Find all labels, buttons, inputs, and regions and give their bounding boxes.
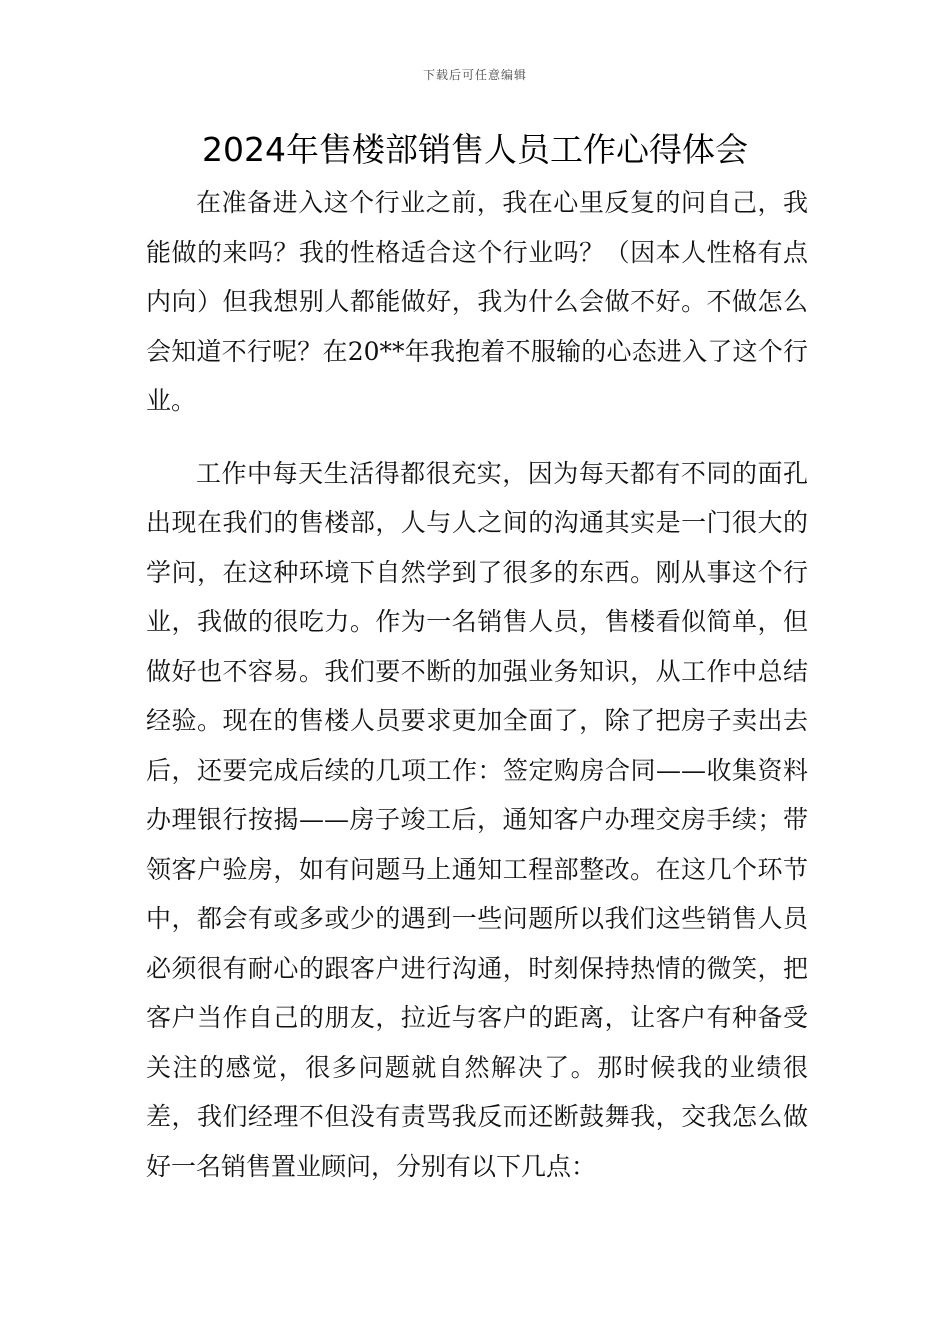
paragraph-1: 在准备进入这个行业之前，我在心里反复的问自己，我能做的来吗？我的性格适合这个行业吗？（因本人性格有点内向）但我想别人都能做好，我为什么会做不好。不做怎么会知道不行呢？在20**年我抱着不服输的心态进入了这个行业。 (146, 188, 808, 415)
document-title: 2024年售楼部销售人员工作心得体会 (202, 130, 748, 169)
paragraph-2: 工作中每天生活得都很充实，因为每天都有不同的面孔出现在我们的售楼部，人与人之间的沟通其实是一门很大的学问，在这种环境下自然学到了很多的东西。刚从事这个行业，我做的很吃力。作为一名销售人员，售楼看似简单，但做好也不容易。我们要不断的加强业务知识，从工作中总结经验。现在的售楼人员要求更加全面了，除了把房子卖出去后，还要完成后续的几项工作：签定购房合同——收集资料办理银行按揭——房子竣工后，通知客户办理交房手续；带领客户验房，如有问题马上通知工程部整改。在这几个环节中，都会有或多或少的遇到一些问题所以我们这些销售人员必须很有耐心的跟客户进行沟通，时刻保持热情的微笑，把客户当作自己的朋友，拉近与客户的距离，让客户有种备受关注的感觉，很多问题就自然解决了。那时候我的业绩很差，我们经理不但没有责骂我反而还断鼓舞我，交我怎么做好一名销售置业顾问，分别有以下几点： (146, 458, 808, 1181)
header-note: 下载后可任意编辑 (422, 68, 527, 82)
document-body (146, 178, 808, 1191)
